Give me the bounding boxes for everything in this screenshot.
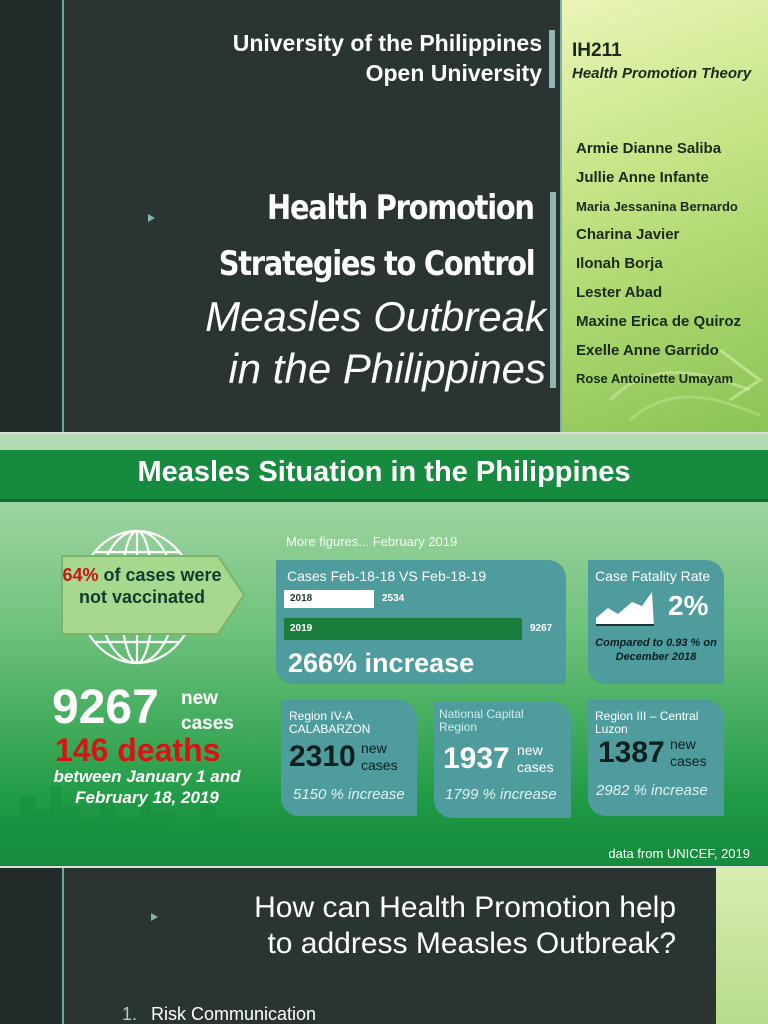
university-accent-bar	[549, 30, 555, 88]
bullet-arrow-icon	[151, 913, 158, 921]
author-list	[576, 138, 741, 397]
case-fatality-panel	[588, 560, 724, 684]
title-slide	[0, 0, 768, 432]
right-panel	[716, 868, 768, 1024]
author-name: Maria Jessanina Bernardo	[576, 198, 738, 214]
bullet-arrow-icon	[148, 214, 155, 222]
author-name: Jullie Anne Infante	[576, 168, 709, 186]
author-name: Exelle Anne Garrido	[576, 341, 719, 359]
slide-title: Measles Situation in the Philippines	[137, 456, 631, 488]
region-increase: 2982 % increase	[596, 782, 708, 799]
university-name: University of the Philippines Open University	[232, 30, 542, 86]
slide-title-line2: Strategies to Control	[218, 244, 534, 284]
bar-2018-value: 2534	[382, 593, 405, 604]
author-name: Armie Dianne Saliba	[576, 140, 722, 157]
left-divider	[62, 868, 64, 1024]
author-name: Maxine Erica de Quiroz	[576, 312, 742, 330]
author-name: Charina Javier	[576, 226, 680, 244]
left-panel	[0, 0, 62, 432]
left-divider	[62, 0, 64, 432]
total-cases-number: 9267	[52, 681, 159, 734]
slide-title-line1: Health Promotion	[267, 188, 534, 228]
total-cases-label: new cases	[181, 688, 234, 734]
slide-title-line4: in the Philippines	[228, 345, 546, 392]
course-code: IH211	[572, 40, 622, 61]
region-name: National Capital Region	[439, 707, 524, 734]
cfr-comparison-note: Compared to 0.93 % on December 2018	[595, 637, 717, 663]
cfr-label: Case Fatality Rate	[595, 568, 711, 584]
list-item: 1. Risk Communication	[122, 1004, 317, 1024]
increase-percent: 266% increase	[288, 648, 475, 678]
region-cases-label: new cases	[517, 742, 554, 775]
bar-2019-value: 9267	[530, 623, 553, 634]
region-increase: 5150 % increase	[293, 786, 405, 803]
region-cases-label: new cases	[361, 740, 398, 773]
author-name: Rose Antoinette Umayam	[576, 371, 733, 387]
cfr-value: 2%	[668, 590, 709, 621]
measles-situation-slide	[0, 434, 768, 866]
slide-question: How can Health Promotion help to address Measles Outbreak?	[254, 891, 676, 960]
title-accent-bar	[550, 192, 556, 388]
region-cases: 1387	[598, 736, 665, 769]
region-name: Region III – Central Luzon	[595, 709, 699, 736]
health-promotion-slide	[0, 868, 768, 1024]
author-name: Ilonah Borja	[576, 255, 663, 273]
bar-2019: 2019	[284, 618, 522, 640]
data-source: data from UNICEF, 2019	[608, 846, 750, 861]
region-panel-ncr	[434, 702, 571, 818]
region-panel-central-luzon	[588, 700, 724, 816]
author-name: Lester Abad	[576, 283, 663, 301]
region-cases: 2310	[289, 740, 356, 773]
trend-chart-icon	[596, 590, 654, 626]
cases-comparison-panel	[276, 560, 566, 684]
comparison-label: Cases Feb-18-18 VS Feb-18-19	[287, 568, 487, 584]
course-name: Health Promotion Theory	[572, 65, 752, 82]
left-panel	[0, 868, 62, 1024]
more-figures-label: More figures... February 2019	[286, 534, 458, 549]
region-cases-label: new cases	[670, 736, 707, 769]
slide-title-line3: Measles Outbreak	[205, 293, 546, 340]
period-text: between January 1 and February 18, 2019	[53, 767, 241, 807]
region-name: Region IV-A CALABARZON	[289, 709, 371, 736]
region-cases: 1937	[443, 742, 510, 775]
unvaccinated-callout: 64% of cases were not vaccinated	[62, 565, 222, 607]
region-panel-calabarzon	[281, 700, 417, 816]
bar-2018: 2018	[284, 590, 374, 608]
region-increase: 1799 % increase	[445, 786, 557, 803]
deaths-count: 146 deaths	[55, 732, 221, 768]
